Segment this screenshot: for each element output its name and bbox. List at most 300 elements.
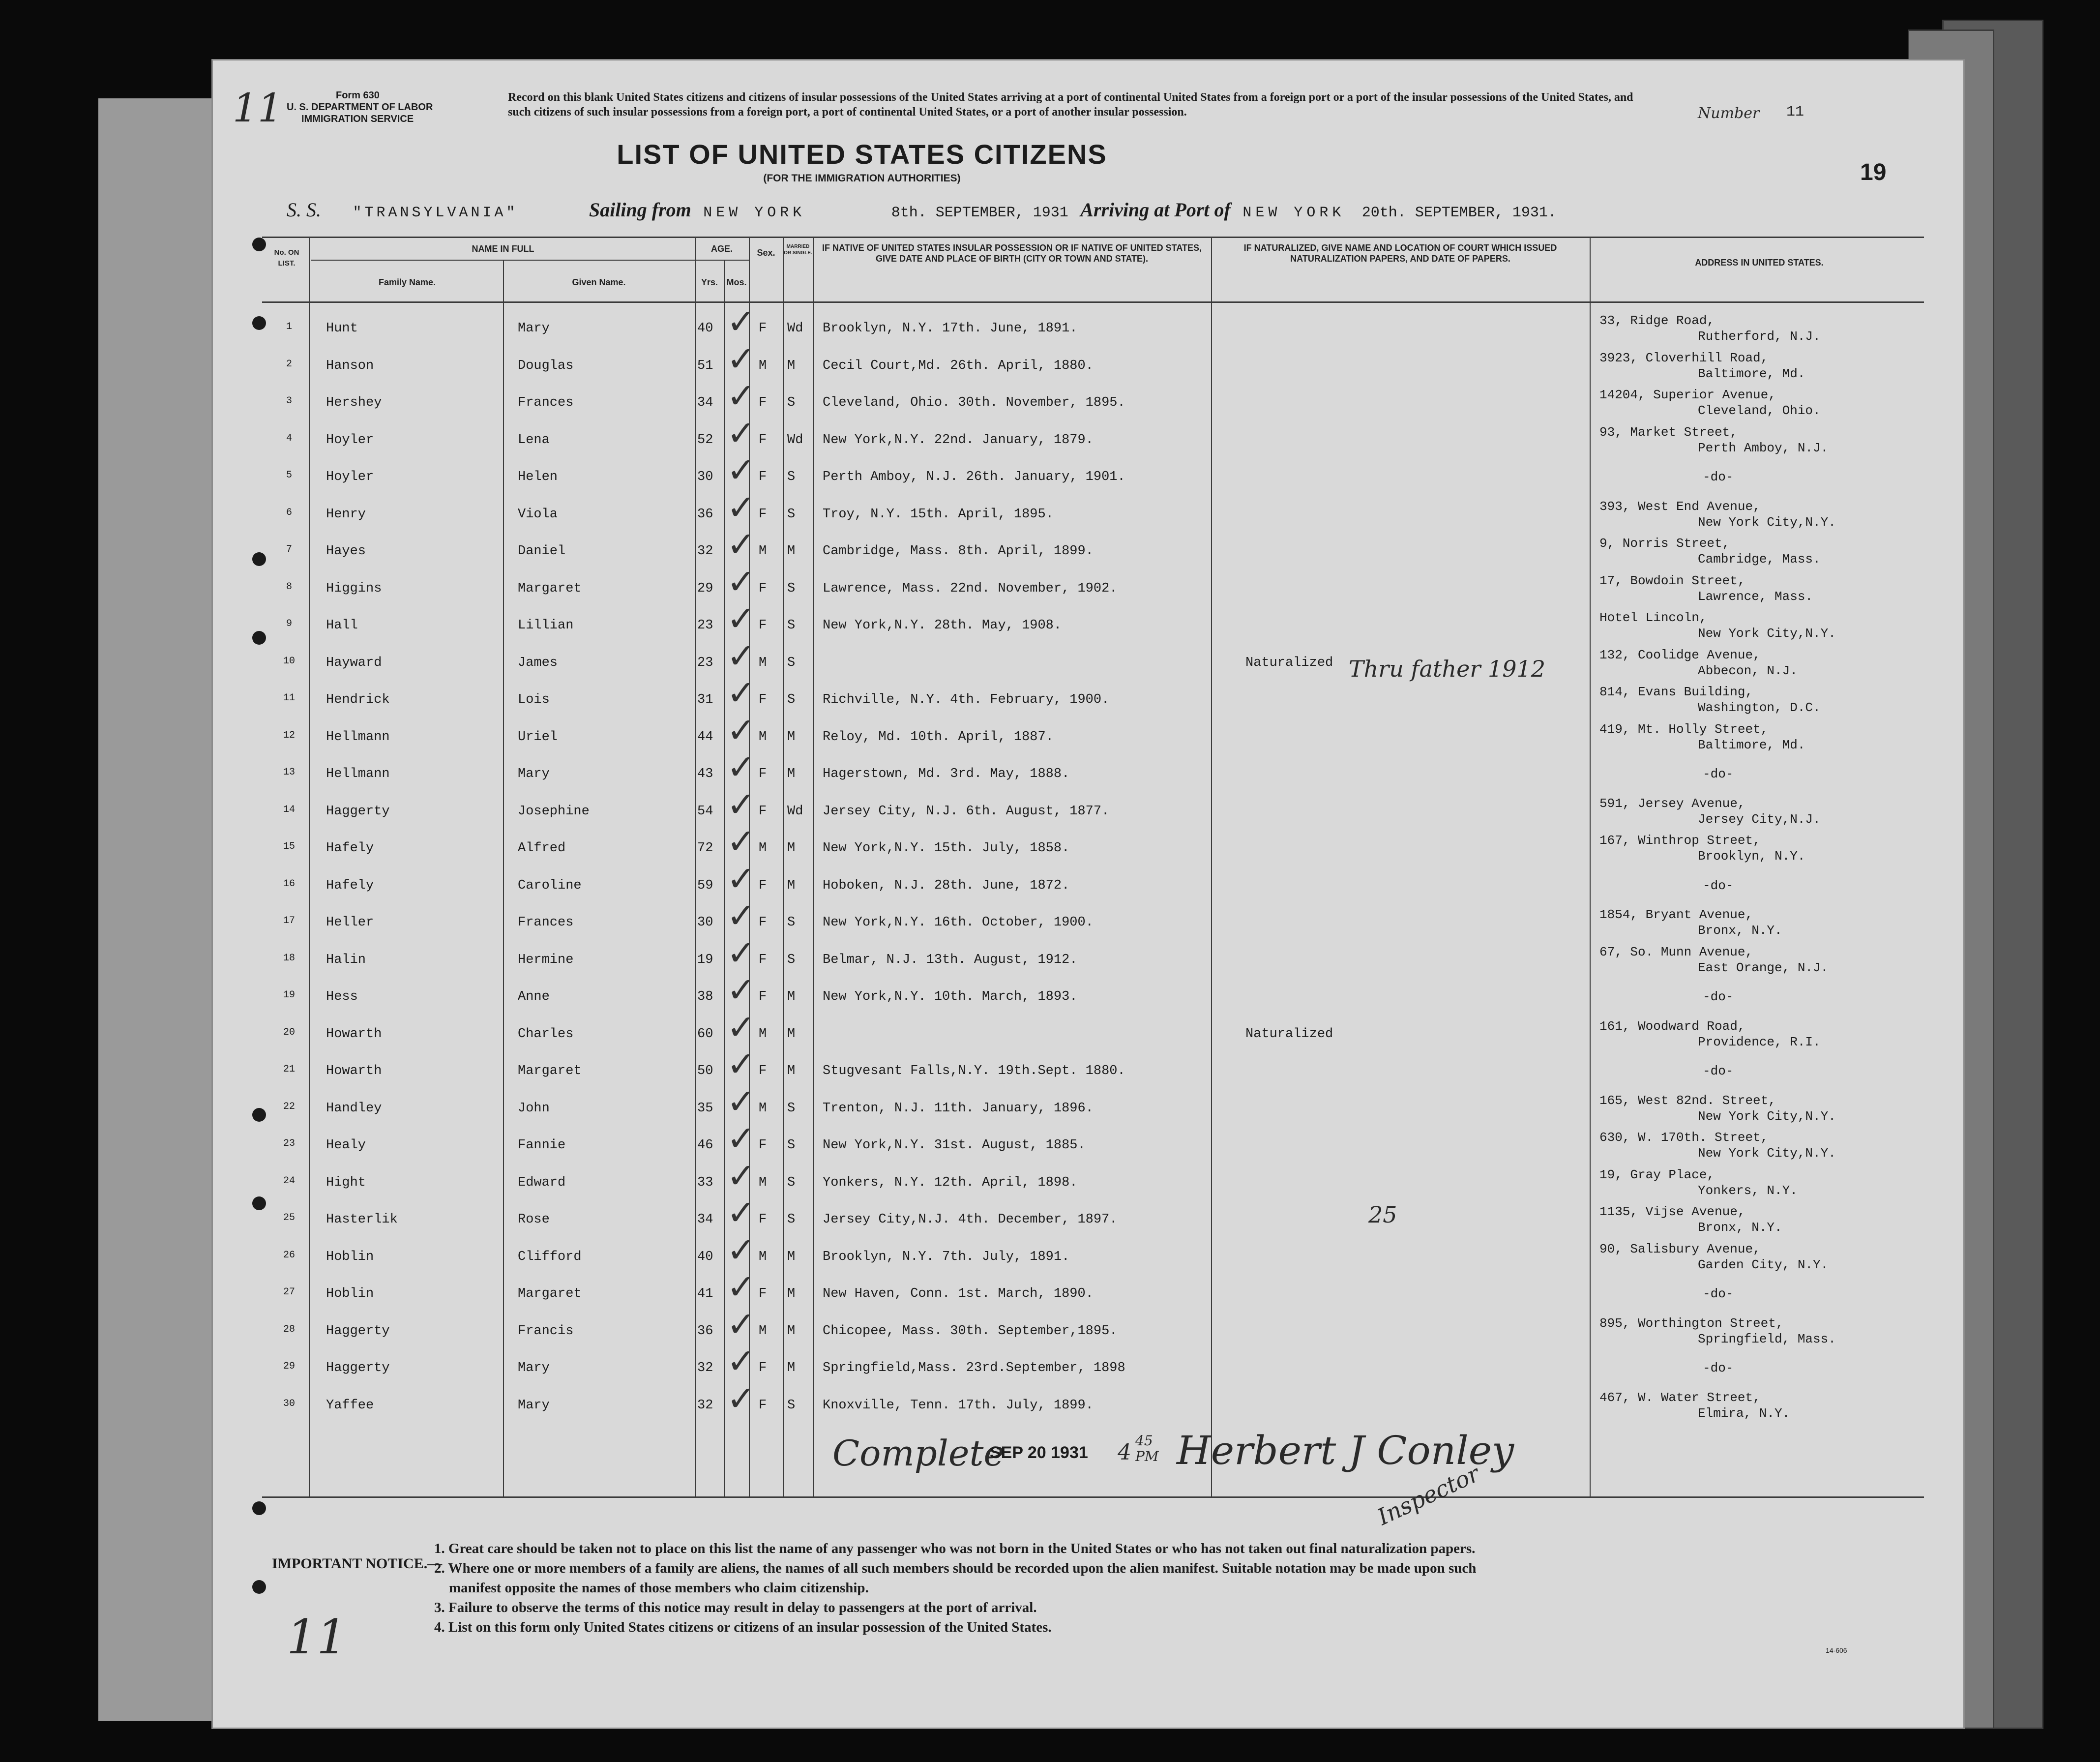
family-name: Hoblin [326,1249,374,1264]
header-sex: Sex. [757,248,775,258]
marital-status: S [787,655,796,670]
punch-hole [252,631,266,645]
row-number: 23 [283,1138,295,1149]
sex: F [759,878,767,893]
birth-place-date: Chicopee, Mass. 30th. September,1895. [823,1323,1118,1339]
check-mark-icon: ✓ [727,338,756,379]
family-name: Hayes [326,544,366,559]
col-line-2 [503,260,504,1496]
voyage-line [287,198,1909,228]
arriving-date: 20th. SEPTEMBER, 19 [1361,205,1530,221]
address-line-1: 132, Coolidge Avenue, [1599,647,1761,662]
family-name: Higgins [326,581,382,596]
marital-status: M [787,358,796,373]
family-name: Hanson [326,358,374,373]
sailing-year: 31 [1050,205,1068,221]
given-name: Helen [518,470,558,484]
marital-status: S [787,915,796,930]
age-years: 19 [697,952,713,967]
age-years: 36 [697,1323,713,1339]
family-name: Hellmann [326,767,390,781]
address-line-1: 90, Salisbury Avenue, [1599,1241,1761,1256]
check-mark-icon: ✓ [727,970,756,1010]
given-name: Charles [518,1026,574,1042]
sex: M [759,1026,767,1042]
birth-place-date: New York,N.Y. 15th. July, 1858. [823,841,1070,856]
header-given-name: Given Name. [572,277,626,287]
check-mark-icon: ✓ [727,487,756,528]
row-number: 7 [286,544,292,555]
check-mark-icon: ✓ [727,1044,756,1084]
form-title: LIST OF UNITED STATES CITIZENS [617,139,1107,170]
family-name: Henry [326,507,366,522]
check-mark-icon: ✓ [727,413,756,453]
age-years: 30 [697,915,713,930]
birth-place-date: New York,N.Y. 28th. May, 1908. [823,618,1062,633]
row-number: 11 [283,692,295,704]
given-name: Frances [518,395,574,410]
birth-place-date: New York,N.Y. 22nd. January, 1879. [823,432,1094,448]
stamp-time-hour: 4 [1118,1440,1131,1465]
address-line-2: Cleveland, Ohio. [1698,403,1821,418]
given-name: Margaret [518,1286,582,1301]
given-name: Douglas [518,358,574,373]
marital-status: M [787,767,796,781]
punch-hole [252,316,266,330]
ship-name: "TRANSYLVANIA" [353,205,518,221]
check-mark-icon: ✓ [727,747,756,787]
marital-status: Wd [787,432,803,448]
header-mos: Mos. [726,277,747,287]
address-line-2: Rutherford, N.J. [1698,329,1821,344]
row-number: 26 [283,1249,295,1261]
birth-place-date: Yonkers, N.Y. 12th. April, 1898. [823,1175,1078,1190]
address-line-2: East Orange, N.J. [1698,960,1829,975]
birth-place-date: Brooklyn, N.Y. 17th. June, 1891. [823,321,1078,336]
address-line-1: 161, Woodward Road, [1599,1018,1745,1034]
given-name: Margaret [518,581,582,596]
address-line-2: New York City,N.Y. [1698,1108,1836,1124]
notice-item-3: 3. Failure to observe the terms of this notice may result in delay to passengers at the port of arrival. [434,1600,1037,1615]
check-mark-icon: ✓ [727,784,756,825]
col-line-7 [813,237,814,1496]
age-years: 54 [697,804,713,819]
given-name: Uriel [518,729,558,745]
marital-status: S [787,507,796,522]
address-line-1: -do- [1703,1361,1734,1375]
address-line-1: 393, West End Avenue, [1599,499,1761,514]
check-mark-icon: ✓ [727,710,756,750]
marital-status: S [787,395,796,410]
header-yrs: Yrs. [701,277,718,287]
sex: M [759,655,767,670]
row-number: 16 [283,878,295,890]
punch-hole [252,1108,266,1122]
given-name: Hermine [518,952,574,967]
sailing-label: Sailing from [589,199,691,221]
marital-status: S [787,1398,796,1413]
stamp-time-min: 45 [1135,1433,1153,1449]
family-name: Hall [326,618,358,633]
family-name: Hess [326,989,358,1004]
header-age: AGE. [710,244,733,254]
row-number: 30 [283,1398,295,1409]
given-name: Lillian [518,618,574,633]
given-name: Clifford [518,1249,582,1264]
row-number: 24 [283,1175,295,1187]
birth-place-date: New Haven, Conn. 1st. March, 1890. [823,1286,1094,1301]
birth-place-date: Troy, N.Y. 15th. April, 1895. [823,507,1054,522]
given-name: Margaret [518,1064,582,1078]
row-number: 20 [283,1026,295,1038]
marital-status: S [787,692,796,707]
sex: F [759,1286,767,1301]
check-mark-icon: ✓ [727,1007,756,1047]
address-line-1: 591, Jersey Avenue, [1599,796,1745,811]
family-name: Hoyler [326,432,374,448]
punch-hole [252,1501,266,1515]
address-line-1: 630, W. 170th. Street, [1599,1130,1769,1145]
age-years: 72 [697,841,713,856]
check-mark-icon: ✓ [727,1304,756,1344]
address-line-2: Baltimore, Md. [1698,737,1805,752]
family-name: Howarth [326,1064,382,1078]
address-line-2: New York City,N.Y. [1698,1146,1836,1161]
left-page-strip [98,98,216,1721]
row-number: 28 [283,1323,295,1335]
family-name: Hoyler [326,470,374,484]
age-years: 40 [697,1249,713,1264]
birth-place-date: New York,N.Y. 10th. March, 1893. [823,989,1078,1004]
address-line-1: 419, Mt. Holly Street, [1599,721,1769,737]
address-line-1: 1135, Vijse Avenue, [1599,1204,1745,1219]
address-line-1: 814, Evans Building, [1599,685,1753,699]
age-years: 41 [697,1286,713,1301]
address-line-2: Bronx, N.Y. [1698,923,1782,938]
row-number: 15 [283,841,295,852]
check-mark-icon: ✓ [727,673,756,713]
given-name: Edward [518,1175,566,1190]
birth-place-date: Knoxville, Tenn. 17th. July, 1899. [823,1398,1094,1413]
marital-status: M [787,989,796,1004]
row-number: 8 [286,581,292,593]
given-name: Mary [518,321,550,336]
check-mark-icon: ✓ [727,524,756,565]
sex: M [759,1175,767,1190]
row-number: 1 [286,321,292,332]
given-name: Mary [518,1398,550,1413]
age-years: 32 [697,544,713,559]
family-name: Hellmann [326,729,390,745]
given-name: Fannie [518,1138,566,1153]
marital-status: M [787,544,796,559]
age-years: 34 [697,1212,713,1227]
instructions: Record on this blank United States citizens and citizens of insular possessions of the United States arriving at a port of continental United States from a foreign port or a port of the insular possessions of the United States, and such citizens of such insular possessions from a foreign port, a port of continental United States, or a port of another insular possession. [508,91,1633,119]
given-name: Anne [518,989,550,1004]
birth-place-date: Jersey City,N.J. 4th. December, 1897. [823,1212,1118,1227]
sex: F [759,1138,767,1153]
row-number: 5 [286,470,292,481]
birth-place-date: Cecil Court,Md. 26th. April, 1880. [823,358,1094,373]
col-line-9 [1590,237,1591,1496]
naturalization: Naturalized [1245,655,1333,670]
row-number: 19 [283,989,295,1001]
marital-status: M [787,729,796,745]
age-years: 23 [697,655,713,670]
margin-25: 25 [1368,1201,1397,1228]
marital-status: S [787,1101,796,1116]
family-name: Howarth [326,1026,382,1042]
notice-item-1: 1. Great care should be taken not to place on this list the name of any passenger who was not born in the United States or who has not taken out final naturalization papers. [434,1541,1476,1556]
sex: M [759,1323,767,1339]
family-name: Heller [326,915,374,930]
birth-place-date: Springfield,Mass. 23rd.September, 1898 [823,1361,1125,1375]
row-number: 25 [283,1212,295,1224]
birth-place-date: New York,N.Y. 31st. August, 1885. [823,1138,1086,1153]
birth-place-date: Stugvesant Falls,N.Y. 19th.Sept. 1880. [823,1064,1125,1078]
birth-place-date: Perth Amboy, N.J. 26th. January, 1901. [823,470,1125,484]
check-mark-icon: ✓ [727,450,756,490]
table-top-line [262,237,1924,238]
address-line-1: 167, Winthrop Street, [1599,833,1761,848]
sex: F [759,321,767,336]
birth-place-date: Lawrence, Mass. 22nd. November, 1902. [823,581,1118,596]
address-line-2: Springfield, Mass. [1698,1331,1836,1346]
sex: F [759,767,767,781]
row-number: 22 [283,1101,295,1112]
age-years: 34 [697,395,713,410]
marital-status: S [787,1175,796,1190]
sex: F [759,1398,767,1413]
sex: F [759,952,767,967]
col-line-6 [783,237,784,1496]
sex: F [759,470,767,484]
sex: M [759,1249,767,1264]
header-birth: IF NATIVE OF UNITED STATES INSULAR POSSESSION OR IF NATIVE OF UNITED STATES, GIVE DATE AND PLACE OF BIRTH (CITY OR TOWN AND STATE). [822,243,1202,264]
age-years: 43 [697,767,713,781]
naturalization: Naturalized [1245,1026,1333,1042]
address-line-1: 14204, Superior Avenue, [1599,388,1776,402]
age-years: 51 [697,358,713,373]
form-number: Form 630 [336,90,380,101]
age-years: 30 [697,470,713,484]
bottom-left-mark: 11 [287,1610,347,1665]
punch-hole [252,552,266,566]
notice-item-4: 4. List on this form only United States citizens or citizens of an insular possession of the United States. [434,1619,1052,1635]
given-name: Francis [518,1323,574,1339]
form-subtitle: (FOR THE IMMIGRATION AUTHORITIES) [763,173,961,184]
age-years: 52 [697,432,713,448]
family-name: Hoblin [326,1286,374,1301]
age-years: 33 [697,1175,713,1190]
family-name: Hafely [326,841,374,856]
marital-status: M [787,1286,796,1301]
ss-label: S. S. [287,199,321,221]
sex: M [759,358,767,373]
given-name: John [518,1101,550,1116]
birth-place-date: Cambridge, Mass. 8th. April, 1899. [823,544,1094,559]
address-line-1: Hotel Lincoln, [1599,610,1707,625]
address-line-1: -do- [1703,878,1734,893]
address-line-2: New York City,N.Y. [1698,514,1836,530]
family-name: Hayward [326,655,382,670]
punch-hole [252,1580,266,1594]
row-number: 3 [286,395,292,407]
sailing-port: NEW YORK [703,205,806,221]
check-mark-icon: ✓ [727,635,756,676]
corner-mark: 11 [233,85,283,131]
address-line-1: 19, Gray Place, [1599,1167,1715,1182]
check-mark-icon: ✓ [727,821,756,862]
given-name: James [518,655,558,670]
given-name: Mary [518,767,550,781]
col-line-1 [309,237,310,1496]
row-number: 12 [283,729,295,741]
sailing-date: 8th. SEPTEMBER, 19 [891,205,1051,221]
age-years: 38 [697,989,713,1004]
age-years: 29 [697,581,713,596]
check-mark-icon: ✓ [727,301,756,342]
header-no: No. ON LIST. [274,248,299,268]
sex: M [759,729,767,745]
check-mark-icon: ✓ [727,1341,756,1381]
given-name: Rose [518,1212,550,1227]
family-name: Yaffee [326,1398,374,1413]
check-mark-icon: ✓ [727,1378,756,1419]
birth-place-date: Reloy, Md. 10th. April, 1887. [823,729,1054,745]
sex: F [759,618,767,633]
check-mark-icon: ✓ [727,932,756,973]
marital-status: S [787,470,796,484]
sex: F [759,1361,767,1375]
number-value: 11 [1786,104,1804,120]
marital-status: M [787,1323,796,1339]
manifest-sheet [211,59,1965,1729]
marital-status: M [787,841,796,856]
family-name: Hasterlik [326,1212,398,1227]
page-number: 19 [1860,159,1887,185]
family-name: Haggerty [326,1323,390,1339]
address-line-1: -do- [1703,1286,1734,1301]
sex: M [759,841,767,856]
given-name: Mary [518,1361,550,1375]
address-line-2: Baltimore, Md. [1698,366,1805,381]
age-years: 40 [697,321,713,336]
family-name: Hershey [326,395,382,410]
marital-status: S [787,581,796,596]
birth-place-date: Cleveland, Ohio. 30th. November, 1895. [823,395,1125,410]
row-number: 27 [283,1286,295,1298]
address-line-1: -do- [1703,767,1734,781]
family-name: Hunt [326,321,358,336]
age-years: 32 [697,1398,713,1413]
given-name: Frances [518,915,574,930]
marital-status: S [787,952,796,967]
address-line-2: Abbecon, N.J. [1698,663,1798,678]
address-line-2: Lawrence, Mass. [1698,589,1813,604]
arriving-label: Arriving at Port of [1080,199,1231,221]
age-years: 46 [697,1138,713,1153]
birth-place-date: Hagerstown, Md. 3rd. May, 1888. [823,767,1070,781]
hayward-note: Thru father 1912 [1349,656,1546,682]
address-line-1: 67, So. Munn Avenue, [1599,944,1753,959]
given-name: Lois [518,692,550,707]
row-number: 29 [283,1361,295,1372]
sex: M [759,544,767,559]
family-name: Haggerty [326,1361,390,1375]
number-label: Number [1698,105,1760,122]
address-line-1: 9, Norris Street, [1599,536,1730,551]
sex: F [759,581,767,596]
row-number: 13 [283,767,295,778]
check-mark-icon: ✓ [727,598,756,639]
family-name: Handley [326,1101,382,1116]
marital-status: M [787,1249,796,1264]
col-line-4 [724,260,725,1496]
marital-status: S [787,1138,796,1153]
address-line-1: 895, Worthington Street, [1599,1315,1784,1331]
complete-note: Complete [832,1433,1005,1474]
birth-place-date: Hoboken, N.J. 28th. June, 1872. [823,878,1070,893]
row-number: 14 [283,804,295,815]
check-mark-icon: ✓ [727,1155,756,1196]
age-subheader-line [695,260,749,261]
sex: M [759,1101,767,1116]
inspector-title: Inspector [1373,1460,1484,1530]
address-line-1: -do- [1703,1064,1734,1078]
sex: F [759,804,767,819]
address-line-2: Jersey City,N.J. [1698,811,1821,827]
table-bottom-line [262,1496,1924,1498]
birth-place-date: Jersey City, N.J. 6th. August, 1877. [823,804,1110,819]
row-number: 4 [286,432,292,444]
address-line-2: Perth Amboy, N.J. [1698,440,1829,455]
marital-status: M [787,1026,796,1042]
marital-status: Wd [787,321,803,336]
given-name: Alfred [518,841,566,856]
address-line-1: 3923, Cloverhill Road, [1599,350,1769,365]
check-mark-icon: ✓ [727,858,756,899]
sex: F [759,432,767,448]
address-line-1: 93, Market Street, [1599,424,1738,440]
inspector-signature: Herbert J Conley [1177,1428,1514,1473]
address-line-2: New York City,N.Y. [1698,626,1836,641]
header-family-name: Family Name. [378,277,436,287]
notice-item-2b: manifest opposite the names of those members who claim citizenship. [449,1580,869,1596]
sex: F [759,1064,767,1078]
row-number: 6 [286,507,292,518]
address-line-2: Garden City, N.Y. [1698,1257,1829,1272]
address-line-1: -do- [1703,470,1734,484]
address-line-2: Bronx, N.Y. [1698,1220,1782,1235]
age-years: 23 [697,618,713,633]
department: U. S. DEPARTMENT OF LABOR [287,102,433,113]
family-name: Healy [326,1138,366,1153]
arriving-port: NEW YORK [1242,205,1345,221]
row-number: 2 [286,358,292,370]
marital-status: S [787,1212,796,1227]
check-mark-icon: ✓ [727,1118,756,1159]
arrival-stamp: SEP 20 1931 [990,1443,1088,1462]
check-mark-icon: ✓ [727,561,756,602]
age-years: 36 [697,507,713,522]
age-years: 44 [697,729,713,745]
header-bottom-line [262,301,1924,303]
address-line-2: Elmira, N.Y. [1698,1405,1790,1421]
address-line-2: Providence, R.I. [1698,1034,1821,1049]
check-mark-icon: ✓ [727,376,756,416]
family-name: Hight [326,1175,366,1190]
